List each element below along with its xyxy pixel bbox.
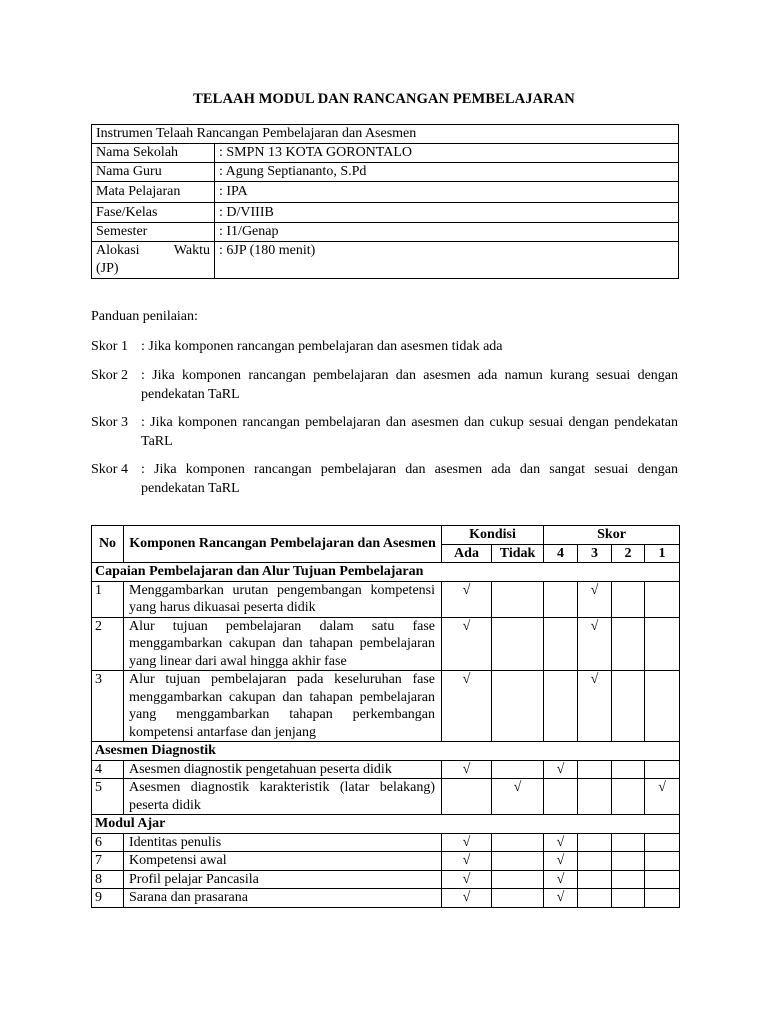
panduan-heading: Panduan penilaian:	[91, 309, 198, 324]
table-row	[92, 581, 680, 617]
header-tidak: Tidak	[492, 544, 544, 563]
info-row-nama-guru	[92, 163, 679, 182]
mark-skor-1	[645, 671, 680, 742]
table-row	[92, 671, 680, 742]
table-row	[92, 617, 680, 671]
info-row-alokasi	[92, 242, 679, 279]
skor-text: : Jika komponen rancangan pembelajaran dan asesmen tidak ada	[141, 339, 503, 354]
mark-tidak	[492, 581, 544, 617]
mark-skor-1	[645, 870, 680, 889]
skor-4	[91, 460, 678, 498]
mark-tidak	[492, 870, 544, 889]
mark-ada: √	[442, 852, 492, 871]
info-label: Nama Guru	[92, 163, 215, 182]
row-component: Identitas penulis	[124, 833, 442, 852]
table-row	[92, 779, 680, 815]
table-row	[92, 852, 680, 871]
row-no: 3	[92, 671, 124, 742]
header-ada: Ada	[442, 544, 492, 563]
skor-label: Skor 4	[91, 462, 128, 477]
document-title: TELAAH MODUL DAN RANCANGAN PEMBELAJARAN	[193, 91, 575, 107]
skor-label: Skor 2	[91, 368, 128, 383]
mark-skor-2	[612, 617, 645, 671]
mark-skor-4: √	[544, 760, 578, 779]
mark-skor-2	[612, 870, 645, 889]
table-row	[92, 889, 680, 908]
skor-1	[91, 337, 678, 356]
row-no: 4	[92, 760, 124, 779]
skor-text: : Jika komponen rancangan pembelajaran dan asesmen ada namun kurang sesuai dengan pendekatan TaRL	[141, 368, 678, 402]
skor-text: : Jika komponen rancangan pembelajaran dan asesmen ada dan sangat sesuai dengan pendekatan TaRL	[141, 462, 678, 496]
alokasi-line2: (JP)	[96, 261, 119, 276]
mark-skor-4	[544, 617, 578, 671]
mark-skor-4	[544, 779, 578, 815]
mark-ada: √	[442, 617, 492, 671]
info-label: Fase/Kelas	[92, 203, 215, 223]
mark-ada: √	[442, 870, 492, 889]
header-kondisi: Kondisi	[442, 526, 544, 545]
info-label: Mata Pelajaran	[92, 182, 215, 203]
mark-skor-4	[544, 581, 578, 617]
mark-skor-1	[645, 833, 680, 852]
row-component: Profil pelajar Pancasila	[124, 870, 442, 889]
row-no: 1	[92, 581, 124, 617]
info-value: : SMPN 13 KOTA GORONTALO	[215, 144, 679, 163]
mark-skor-2	[612, 833, 645, 852]
info-value: : D/VIIIB	[215, 203, 679, 223]
row-no: 8	[92, 870, 124, 889]
skor-label: Skor 1	[91, 339, 128, 354]
header-komponen: Komponen Rancangan Pembelajaran dan Asesmen	[124, 526, 442, 563]
mark-skor-2	[612, 671, 645, 742]
info-label-alokasi	[92, 242, 215, 279]
mark-tidak	[492, 671, 544, 742]
mark-tidak	[492, 760, 544, 779]
mark-tidak	[492, 833, 544, 852]
info-label: Semester	[92, 223, 215, 242]
mark-skor-1	[645, 852, 680, 871]
mark-skor-3	[578, 779, 612, 815]
table-row	[92, 833, 680, 852]
info-value: : IPA	[215, 182, 679, 203]
table-row	[92, 760, 680, 779]
info-row-semester	[92, 223, 679, 242]
section-row	[92, 742, 680, 761]
row-no: 7	[92, 852, 124, 871]
row-component: Asesmen diagnostik pengetahuan peserta didik	[124, 760, 442, 779]
alokasi-line1	[96, 242, 210, 260]
header-no: No	[92, 526, 124, 563]
waktu-word: Waktu	[173, 243, 210, 258]
row-no: 9	[92, 889, 124, 908]
info-header: Instrumen Telaah Rancangan Pembelajaran dan Asesmen	[92, 125, 679, 144]
mark-skor-3: √	[578, 671, 612, 742]
row-no: 6	[92, 833, 124, 852]
mark-tidak	[492, 852, 544, 871]
info-row-mata-pelajaran	[92, 182, 679, 203]
mark-skor-2	[612, 852, 645, 871]
mark-skor-2	[612, 760, 645, 779]
mark-tidak	[492, 889, 544, 908]
row-component: Alur tujuan pembelajaran dalam satu fase menggambarkan cakupan dan tahapan pembelajaran yang linear dari awal hingga akhir fase	[124, 617, 442, 671]
header-skor-4: 4	[544, 544, 578, 563]
mark-skor-1	[645, 889, 680, 908]
row-component: Menggambarkan urutan pengembangan kompetensi yang harus dikuasai peserta didik	[124, 581, 442, 617]
section-title: Asesmen Diagnostik	[92, 742, 680, 761]
header-skor: Skor	[544, 526, 680, 545]
mark-skor-4: √	[544, 870, 578, 889]
skor-text: : Jika komponen rancangan pembelajaran dan asesmen dan cukup sesuai dengan pendekatan TaRL	[141, 415, 678, 449]
mark-skor-3	[578, 833, 612, 852]
mark-skor-4	[544, 671, 578, 742]
alokasi-word: Alokasi	[96, 243, 140, 258]
info-row-fase-kelas	[92, 203, 679, 223]
mark-skor-3	[578, 760, 612, 779]
skor-label: Skor 3	[91, 415, 128, 430]
header-row-1	[92, 526, 680, 545]
mark-ada: √	[442, 760, 492, 779]
row-no: 2	[92, 617, 124, 671]
mark-skor-3	[578, 870, 612, 889]
info-table	[91, 124, 679, 279]
info-label: Nama Sekolah	[92, 144, 215, 163]
mark-skor-3	[578, 852, 612, 871]
mark-skor-2	[612, 779, 645, 815]
mark-skor-1: √	[645, 779, 680, 815]
row-component: Sarana dan prasarana	[124, 889, 442, 908]
mark-ada: √	[442, 671, 492, 742]
mark-skor-4: √	[544, 889, 578, 908]
section-row	[92, 563, 680, 582]
mark-skor-3: √	[578, 617, 612, 671]
info-row-nama-sekolah	[92, 144, 679, 163]
mark-skor-1	[645, 617, 680, 671]
mark-skor-2	[612, 581, 645, 617]
row-component: Asesmen diagnostik karakteristik (latar belakang) peserta didik	[124, 779, 442, 815]
mark-skor-1	[645, 581, 680, 617]
row-component: Alur tujuan pembelajaran pada keseluruhan fase menggambarkan cakupan dan tahapan pembelajaran yang menggambarkan tahapan perkembangan kompetensi antarfase dan jenjang	[124, 671, 442, 742]
mark-tidak: √	[492, 779, 544, 815]
mark-skor-4: √	[544, 833, 578, 852]
mark-tidak	[492, 617, 544, 671]
mark-skor-2	[612, 889, 645, 908]
mark-skor-1	[645, 760, 680, 779]
info-value: : I1/Genap	[215, 223, 679, 242]
table-row	[92, 870, 680, 889]
assessment-table	[91, 525, 680, 908]
info-value: : Agung Septiananto, S.Pd	[215, 163, 679, 182]
info-header-row	[92, 125, 679, 144]
mark-skor-4: √	[544, 852, 578, 871]
row-no: 5	[92, 779, 124, 815]
info-value: : 6JP (180 menit)	[215, 242, 679, 279]
skor-3	[91, 413, 678, 451]
mark-ada: √	[442, 889, 492, 908]
mark-ada	[442, 779, 492, 815]
mark-ada: √	[442, 833, 492, 852]
mark-ada: √	[442, 581, 492, 617]
section-row	[92, 815, 680, 834]
skor-2	[91, 366, 678, 404]
mark-skor-3: √	[578, 581, 612, 617]
section-title: Capaian Pembelajaran dan Alur Tujuan Pembelajaran	[92, 563, 680, 582]
row-component: Kompetensi awal	[124, 852, 442, 871]
mark-skor-3	[578, 889, 612, 908]
section-title: Modul Ajar	[92, 815, 680, 834]
header-skor-2: 2	[612, 544, 645, 563]
header-skor-3: 3	[578, 544, 612, 563]
header-skor-1: 1	[645, 544, 680, 563]
